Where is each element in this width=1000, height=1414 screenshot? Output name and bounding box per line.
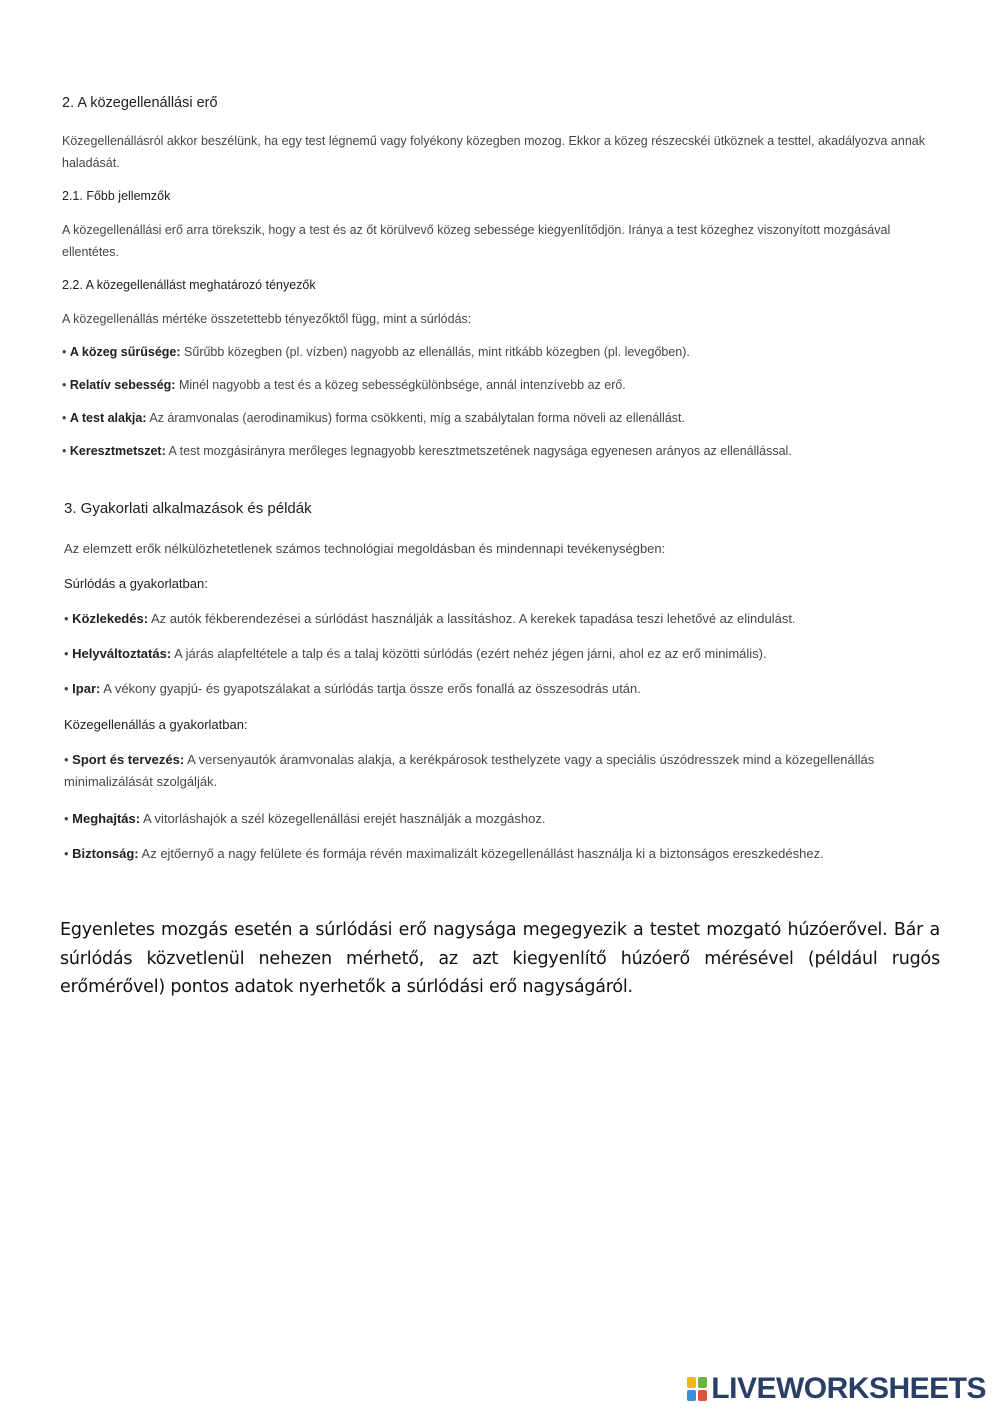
section-2-title: 2. A közegellenállási erő <box>62 95 218 111</box>
factor-text: Sűrűbb közegben (pl. vízben) nagyobb az ellenállás, mint ritkább közegben (pl. levegőben). <box>184 345 690 359</box>
factor-term: Relatív sebesség: <box>69 378 176 392</box>
logo-square-red <box>698 1390 707 1401</box>
subsection-2-2-title: 2.2. A közegellenállást meghatározó tényezők <box>62 278 316 292</box>
friction-item: • Helyváltoztatás: A járás alapfeltétele a talp és a talaj közötti súrlódás (ezért nehéz jégen járni, ahol ez az erő minimális). <box>64 646 767 661</box>
friction-term: Helyváltoztatás: <box>72 646 172 661</box>
drag-term: Meghajtás: <box>72 811 141 826</box>
section-2-intro: Közegellenállásról akkor beszélünk, ha egy test légnemű vagy folyékony közegben mozog. Ekkor a közeg részecskéi ütköznek a testtel, akadályozva annak haladását. <box>62 134 925 170</box>
factor-text: A test mozgásirányra merőleges legnagyobb keresztmetszetének nagysága egyenesen arányos az ellenállással. <box>168 444 792 458</box>
drag-item: • Meghajtás: A vitorláshajók a szél közegellenállási erejét használják a mozgáshoz. <box>64 811 546 826</box>
logo-square-green <box>698 1377 707 1388</box>
drag-term: Biztonság: <box>72 846 139 861</box>
friction-practice-title: Súrlódás a gyakorlatban: <box>64 576 208 591</box>
logo-square-blue <box>687 1390 696 1401</box>
subsection-2-1-text: A közegellenállási erő arra törekszik, hogy a test és az őt körülvevő közeg sebessége kiegyenlítődjön. Iránya a test közeghez viszonyított mozgásával ellentétes. <box>62 223 891 259</box>
drag-term: Sport és tervezés: <box>72 752 185 767</box>
subsection-2-1-title: 2.1. Főbb jellemzők <box>62 189 171 203</box>
summary-note: Egyenletes mozgás esetén a súrlódási erő nagysága megegyezik a testet mozgató húzóerővel. Bár a súrlódás közvetlenül nehezen mérhető, az azt kiegyenlítő húzóerő mérésével (például rugós erőmérővel) pontos adatok nyerhetők a súrlódási erő nagyságáról. <box>60 920 940 997</box>
drag-item: • Sport és tervezés: A versenyautók áramvonalas alakja, a kerékpárosok testhelyzete vagy a speciális úszódresszek mind a közegellenállás minimalizálását szolgálják. <box>64 752 875 789</box>
drag-practice-title: Közegellenállás a gyakorlatban: <box>64 717 248 732</box>
factor-term: Keresztmetszet: <box>69 444 166 458</box>
friction-item: • Ipar: A vékony gyapjú- és gyapotszálakat a súrlódás tartja össze erős fonallá az összesodrás után. <box>64 681 641 696</box>
brand-name: LIVEWORKSHEETS <box>711 1372 986 1405</box>
friction-term: Közlekedés: <box>72 611 149 626</box>
factor-term: A közeg sűrűsége: <box>69 345 181 359</box>
factor-item: • A közeg sűrűsége: Sűrűbb közegben (pl. vízben) nagyobb az ellenállás, mint ritkább közegben (pl. levegőben). <box>62 345 690 359</box>
factor-item: • A test alakja: Az áramvonalas (aerodinamikus) forma csökkenti, míg a szabálytalan forma növeli az ellenállást. <box>62 411 685 425</box>
liveworksheets-logo-icon <box>687 1377 707 1401</box>
friction-item: • Közlekedés: Az autók fékberendezései a súrlódást használják a lassításhoz. A kerekek tapadása teszi lehetővé az elindulást. <box>64 611 796 626</box>
friction-text: A járás alapfeltétele a talp és a talaj közötti súrlódás (ezért nehéz jégen járni, ahol ez az erő minimális). <box>174 646 767 661</box>
section-3-title: 3. Gyakorlati alkalmazások és példák <box>64 500 312 517</box>
subsection-2-2-text: A közegellenállás mértéke összetettebb tényezőktől függ, mint a súrlódás: <box>62 312 472 326</box>
drag-text: Az ejtőernyő a nagy felülete és formája révén maximalizált közegellenállást használja ki a biztonságos ereszkedéshez. <box>141 846 824 861</box>
factor-text: Az áramvonalas (aerodinamikus) forma csökkenti, míg a szabálytalan forma növeli az ellenállást. <box>149 411 685 425</box>
friction-term: Ipar: <box>72 681 101 696</box>
drag-text: A versenyautók áramvonalas alakja, a kerékpárosok testhelyzete vagy a speciális úszódresszek mind a közegellenállás minimalizálását szolgálják. <box>64 752 875 789</box>
factor-term: A test alakja: <box>69 411 147 425</box>
friction-text: Az autók fékberendezései a súrlódást használják a lassításhoz. A kerekek tapadása teszi lehetővé az elindulást. <box>150 611 796 626</box>
drag-item: • Biztonság: Az ejtőernyő a nagy felülete és formája révén maximalizált közegellenállást használja ki a biztonságos ereszkedéshez. <box>64 846 824 861</box>
section-3-intro: Az elemzett erők nélkülözhetetlenek számos technológiai megoldásban és mindennapi tevékenységben: <box>64 541 666 556</box>
factor-item: • Keresztmetszet: A test mozgásirányra merőleges legnagyobb keresztmetszetének nagysága egyenesen arányos az ellenállással. <box>62 444 792 458</box>
liveworksheets-brand <box>687 1371 986 1407</box>
factor-item: • Relatív sebesség: Minél nagyobb a test és a közeg sebességkülönbsége, annál intenzívebb az erő. <box>62 378 626 392</box>
drag-text: A vitorláshajók a szél közegellenállási erejét használják a mozgáshoz. <box>142 811 546 826</box>
logo-square-yellow <box>687 1377 696 1388</box>
factor-text: Minél nagyobb a test és a közeg sebességkülönbsége, annál intenzívebb az erő. <box>178 378 626 392</box>
friction-text: A vékony gyapjú- és gyapotszálakat a súrlódás tartja össze erős fonallá az összesodrás után. <box>103 681 641 696</box>
